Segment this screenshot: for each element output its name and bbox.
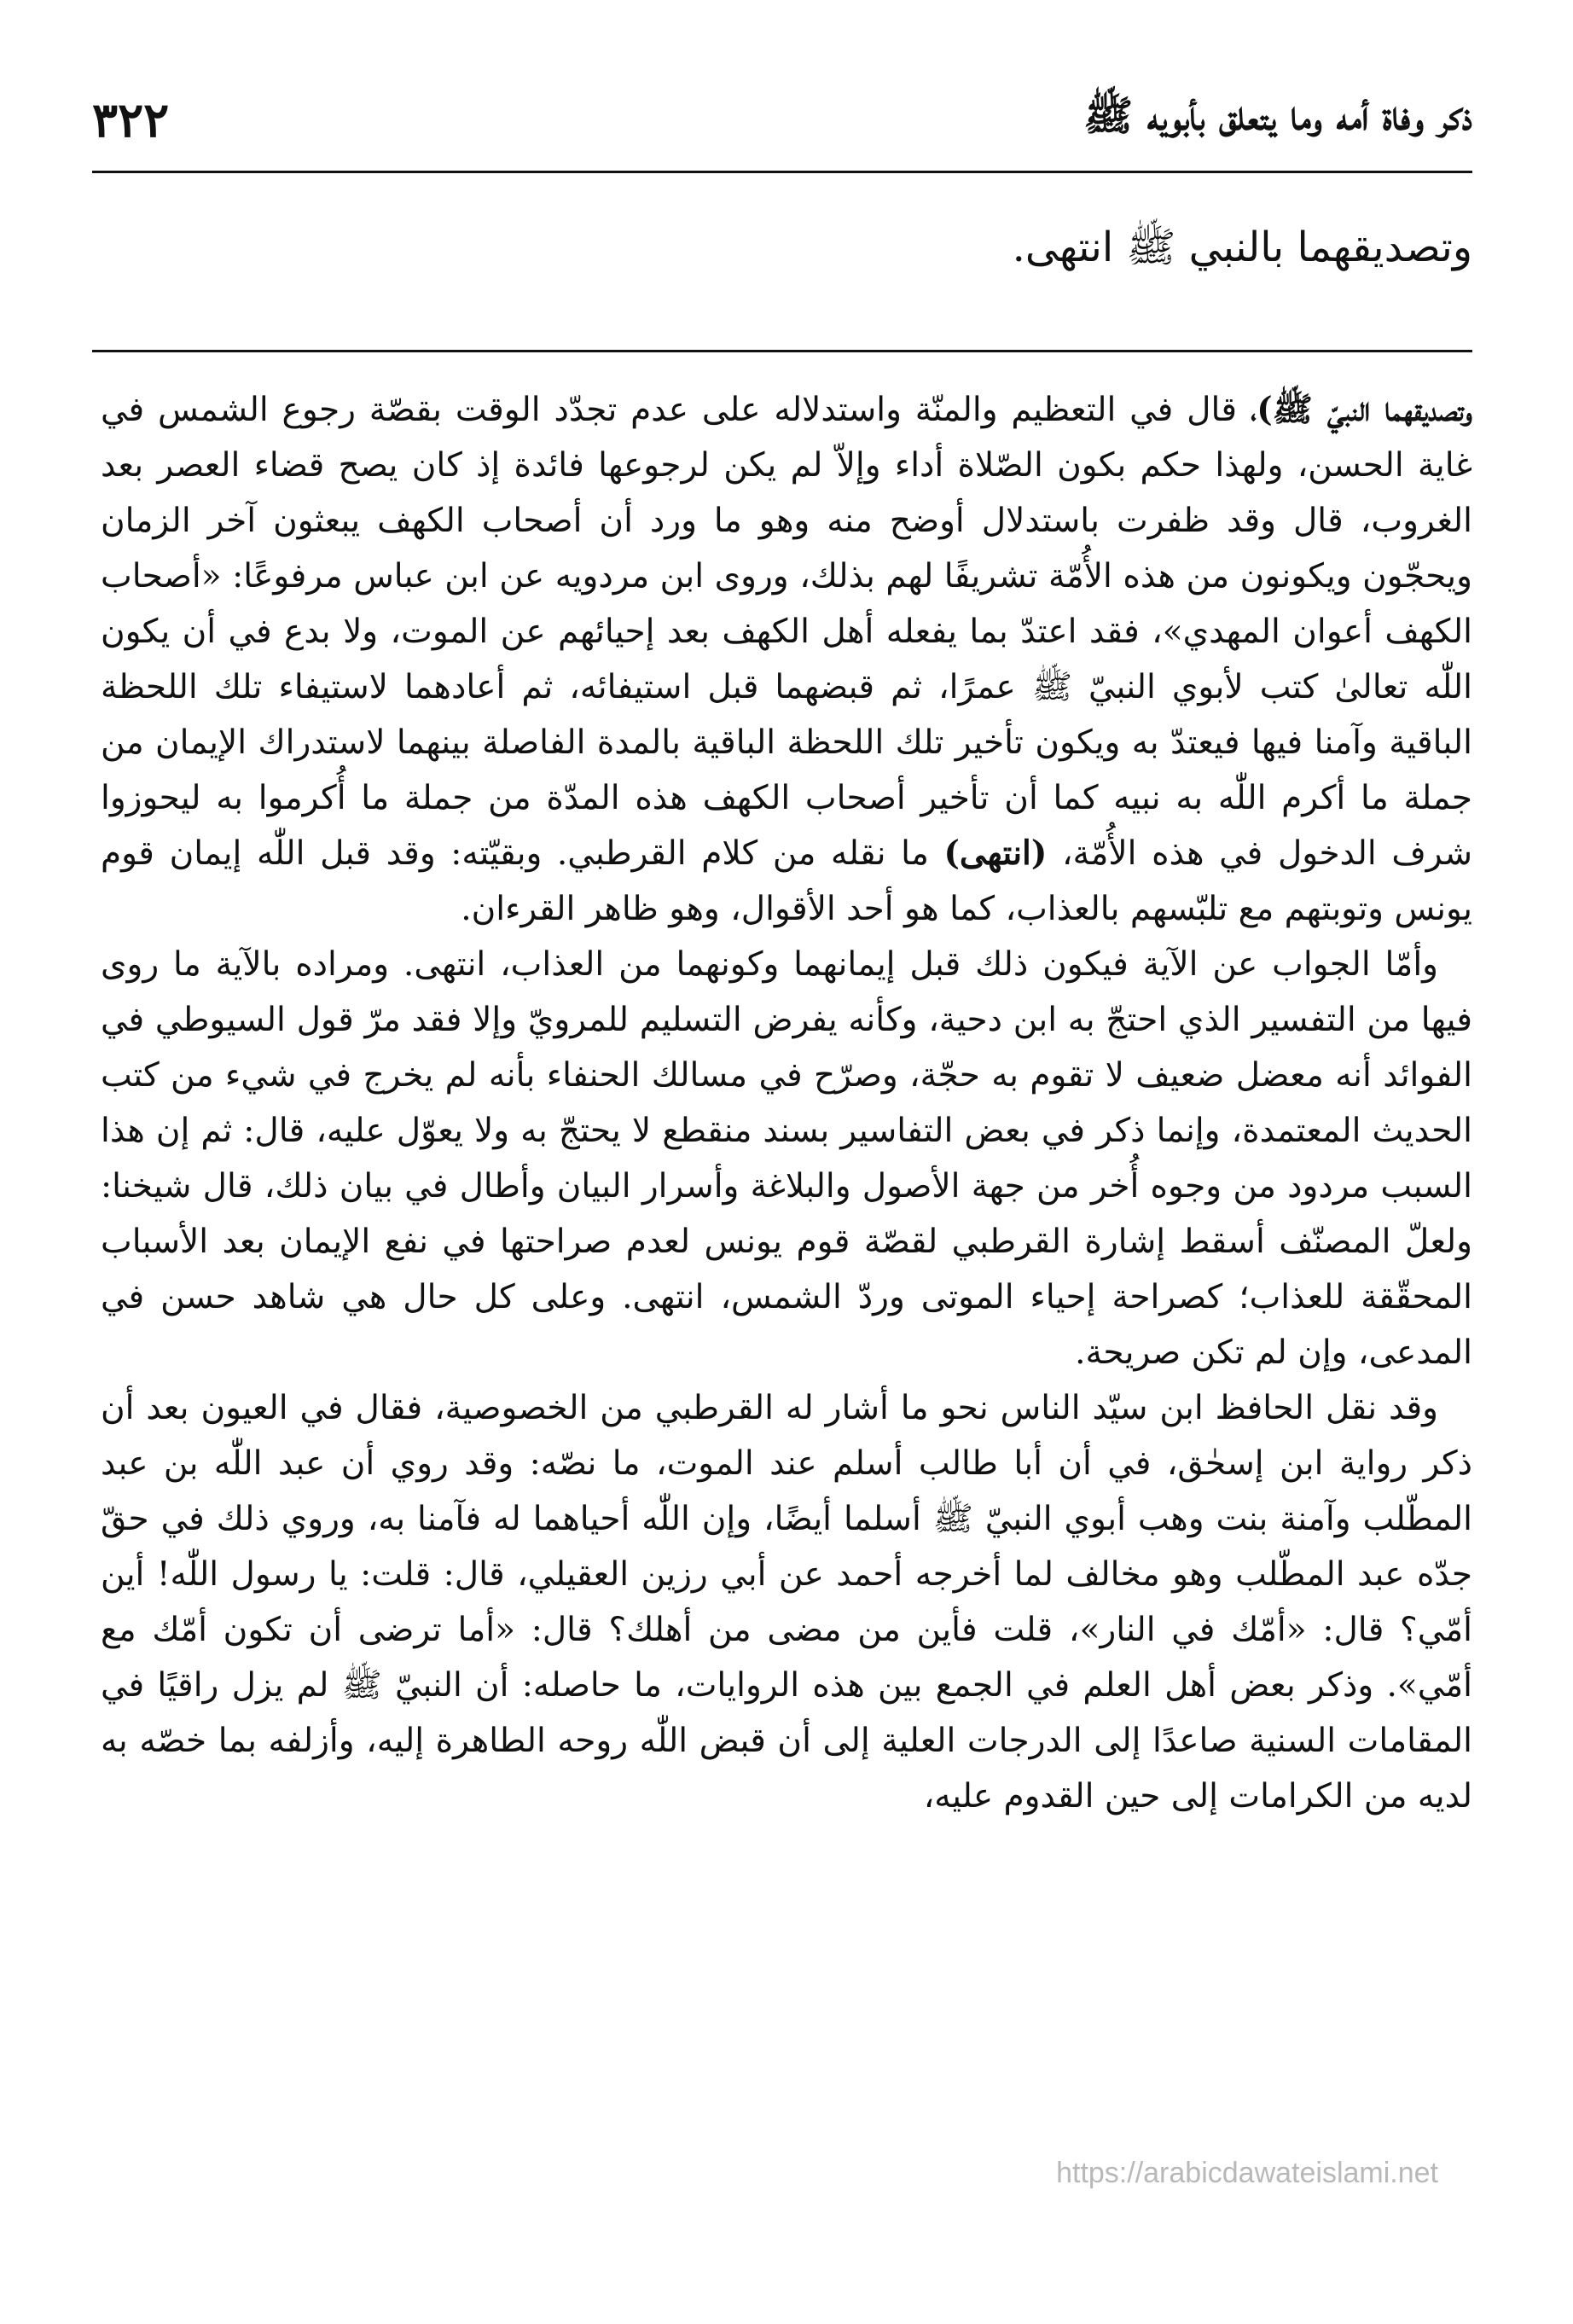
- commentary-paragraph-3: وقد نقل الحافظ ابن سيّد الناس نحو ما أشار له القرطبي من الخصوصية، فقال في العيون بعد أن ذكر رواية ابن إسحٰق، في أن أبا طالب أسلم عند الموت، ما نصّه: وقد روي أن عبد اللّٰه بن عبد المطّلب وآمنة بنت وهب أبوي النبيّ ﷺ أسلما أيضًا، وإن اللّٰه أحياهما له فآمنا به، وروي ذلك في حقّ جدّه عبد المطّلب وهو مخالف لما أخرجه أحمد عن أبي رزين العقيلي، قال: قلت: يا رسول اللّٰه! أين أمّي؟ قال: «أمّك في النار»، قلت فأين من مضى من أهلك؟ قال: «أما ترضى أن تكون أمّك مع أمّي». وذكر بعض أهل العلم في الجمع بين هذه الروايات، ما حاصله: أن النبيّ ﷺ لم يزل راقيًا في المقامات السنية صاعدًا إلى الدرجات العلية إلى أن قبض اللّٰه روحه الطاهرة إليه، وأزلفه بما خصّه به لديه من الكرامات إلى حين القدوم عليه،: [101, 1389, 1472, 1816]
- paragraph-1-bold-end: (انتهى): [943, 834, 1048, 873]
- paragraph-1-lead: وتصديقهما النبيّ ﷺ)،: [1250, 390, 1472, 429]
- site-watermark: https://arabicdawateislami.net: [1056, 2157, 1438, 2189]
- commentary-text: [101, 382, 1472, 1824]
- header-rule: [92, 171, 1472, 173]
- paragraph-1-tail: ما نقله من كلام القرطبي. وبقيّته: وقد قبل اللّٰه إيمان قوم يونس وتوبتهم مع تلبّسهم بالعذاب، كما هو أحد الأقوال، وهو ظاهر القرءان.: [101, 834, 1472, 928]
- page-header: [92, 82, 1472, 159]
- commentary-divider: [92, 350, 1472, 352]
- page-number: ٣٢٢: [92, 92, 170, 148]
- running-title: ذكر وفاة أمه وما يتعلق بأبويه ﷺ: [1083, 91, 1472, 140]
- commentary-paragraph-2: وأمّا الجواب عن الآية فيكون ذلك قبل إيمانهما وكونهما من العذاب، انتهى. ومراده بالآية ما روى فيها من التفسير الذي احتجّ به ابن دحية، وكأنه يفرض التسليم للمرويّ وإلا فقد مرّ قول السيوطي في الفوائد أنه معضل ضعيف لا تقوم به حجّة، وصرّح في مسالك الحنفاء بأنه لم يخرج في شيء من كتب الحديث المعتمدة، وإنما ذكر في بعض التفاسير بسند منقطع لا يحتجّ به ولا يعوّل عليه، قال: ثم إن هذا السبب مردود من وجوه أُخر من جهة الأصول والبلاغة وأسرار البيان وأطال في بيان ذلك، قال شيخنا: ولعلّ المصنّف أسقط إشارة القرطبي لقصّة قوم يونس لعدم صراحتها في نفع الإيمان بعد الأسباب المحقّقة للعذاب؛ كصراحة إحياء الموتى وردّ الشمس، انتهى. وعلى كل حال هي شاهد حسن في المدعى، وإن لم تكن صريحة.: [101, 945, 1472, 1372]
- main-text-carryover: وتصديقهما بالنبي ﷺ انتهى.: [1012, 224, 1472, 271]
- paragraph-1-text: قال في التعظيم والمنّة واستدلاله على عدم تجدّد الوقت بقصّة رجوع الشمس في غاية الحسن، ولهذا حكم بكون الصّلاة أداء وإلاّ لم يكن لرجوعها فائدة إذ كان يصح قضاء العصر بعد الغروب، قال وقد ظفرت باستدلال أوضح منه وهو ما ورد أن أصحاب الكهف يبعثون آخر الزمان ويحجّون ويكونون من هذه الأُمّة تشريفًا لهم بذلك، وروى ابن مردويه عن ابن عباس مرفوعًا: «أصحاب الكهف أعوان المهدي»، فقد اعتدّ بما يفعله أهل الكهف بعد إحيائهم عن الموت، ولا بدع في أن يكون اللّٰه تعالىٰ كتب لأبوي النبيّ ﷺ عمرًا، ثم قبضهما قبل استيفائه، ثم أعادهما لاستيفاء تلك اللحظة الباقية وآمنا فيها فيعتدّ به ويكون تأخير تلك اللحظة الباقية بالمدة الفاصلة بينهما لاستدراك الإيمان من جملة ما أكرم اللّٰه به نبيه كما أن تأخير أصحاب الكهف هذه المدّة من جملة ما أُكرموا به ليحوزوا شرف الدخول في هذه الأُمّة،: [101, 391, 1472, 873]
- commentary-paragraph-1: [101, 382, 1472, 937]
